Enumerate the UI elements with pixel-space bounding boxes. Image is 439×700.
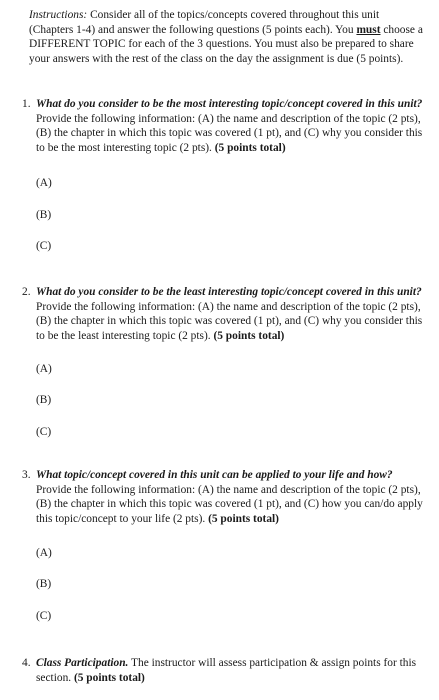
question-points: (5 points total) [208, 512, 279, 525]
question-body: The instructor will assess participation & assign points for this section. [36, 657, 417, 684]
instructions-text-2: choose a DIFFERENT TOPIC for each of the 3 questions. You must also be prepared to share your answers with the rest of the class on the day the assignment is due (5 points). [29, 23, 423, 65]
question-text [36, 285, 424, 343]
instructions-must: must [356, 23, 381, 36]
question-points: (5 points total) [73, 671, 145, 684]
question-1 [22, 97, 424, 155]
question-points: (5 points total) [214, 141, 286, 154]
answer-label-b: (B) [36, 394, 52, 406]
question-prompt: What topic/concept covered in this unit can be applied to your life and how? [36, 469, 393, 481]
question-text [36, 656, 424, 685]
question-body: Provide the following information: (A) the name and description of the topic (2 pts), (B) the chapter in which this topic was covered (1 pt), and (C) why you consider this to be the most interesting topic (2 pts). [36, 112, 423, 154]
question-text [36, 97, 424, 155]
question-prompt: What do you consider to be the most interesting topic/concept covered in this unit? [36, 98, 423, 110]
question-points: (5 points total) [213, 329, 285, 342]
answer-label-a: (A) [36, 363, 52, 375]
question-prompt: What do you consider to be the least interesting topic/concept covered in this unit? [36, 286, 422, 298]
question-number: 1. [22, 98, 31, 110]
instructions-lead: Instructions: [29, 9, 88, 21]
question-text [36, 468, 424, 526]
answer-label-b: (B) [36, 209, 52, 221]
answer-label-b: (B) [36, 578, 52, 590]
instructions-paragraph [29, 8, 424, 66]
question-4 [22, 656, 424, 685]
question-body: Provide the following information: (A) the name and description of the topic (2 pts), (B) the chapter in which this topic was covered (1 pt), and (C) how you can/do apply this topic/concept to your life (2 pts). [36, 483, 423, 525]
answer-label-a: (A) [36, 177, 52, 189]
answer-label-c: (C) [36, 240, 52, 252]
answer-label-c: (C) [36, 426, 52, 438]
answer-label-a: (A) [36, 547, 52, 559]
answer-label-c: (C) [36, 610, 52, 622]
question-number: 3. [22, 469, 31, 481]
question-body: Provide the following information: (A) the name and description of the topic (2 pts), (B) the chapter in which this topic was covered (1 pt), and (C) why you consider this to be the least interesting topic (2 pts). [36, 300, 423, 342]
question-2 [22, 285, 424, 343]
question-prompt: Class Participation. [36, 657, 129, 669]
question-number: 2. [22, 286, 31, 298]
question-3 [22, 468, 424, 526]
question-number: 4. [22, 657, 31, 669]
instructions-text-1: Consider all of the topics/concepts covered throughout this unit (Chapters 1-4) and answer the following questions (5 points each). You [29, 9, 380, 36]
